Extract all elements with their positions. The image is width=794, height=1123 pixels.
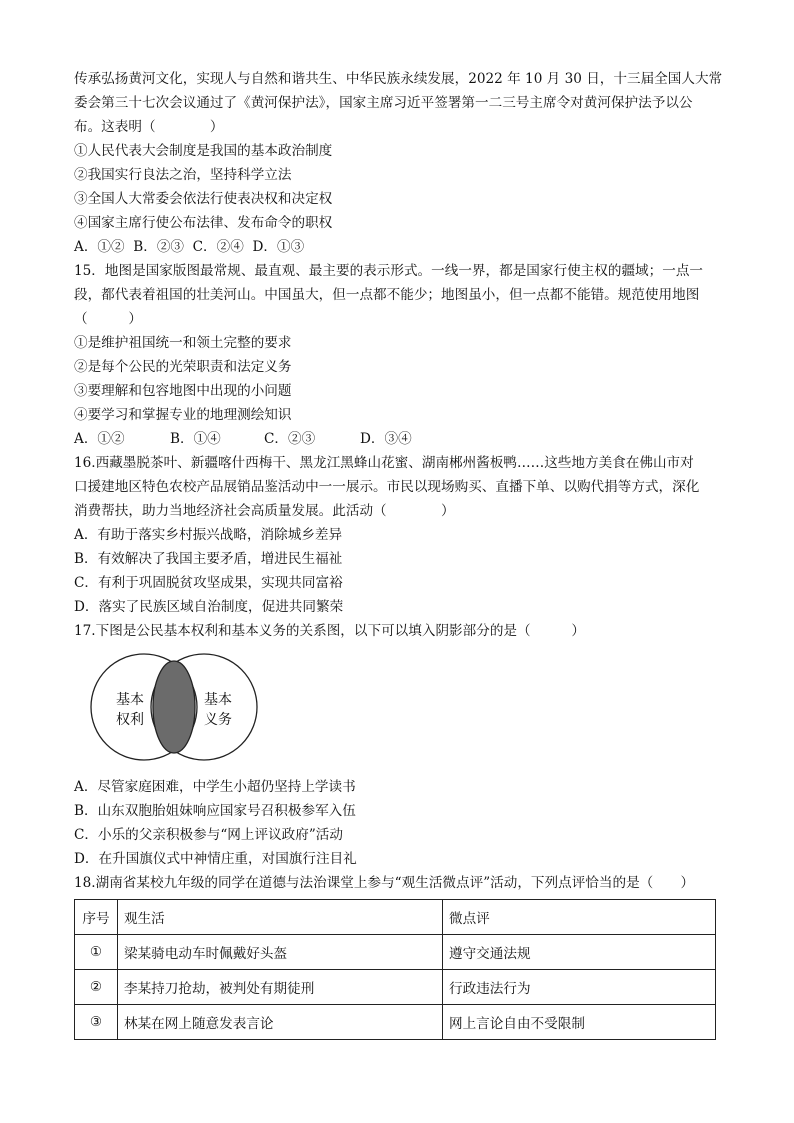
q17-option-c[interactable]: C．小乐的父亲积极参与“网上评议政府”活动 [74, 827, 343, 843]
table-row [75, 970, 716, 1005]
rights-label-line-1: 基本 [116, 692, 144, 708]
row-2-index: ② [75, 970, 118, 1005]
q15-statement-4: ④要学习和掌握专业的地理测绘知识 [74, 407, 292, 423]
q15-option-c[interactable]: C．②③ [264, 431, 316, 447]
question-14 [74, 67, 722, 259]
q16-option-a[interactable]: A．有助于落实乡村振兴战略，消除城乡差异 [74, 527, 343, 543]
question-16 [74, 451, 722, 619]
q15-option-a[interactable]: A．①② [74, 431, 125, 447]
exam-page [74, 67, 722, 1040]
question-17 [74, 619, 722, 871]
q16-option-c[interactable]: C．有利于巩固脱贫攻坚成果，实现共同富裕 [74, 575, 343, 591]
q14-statement-3: ③全国人大常委会依法行使表决权和决定权 [74, 191, 333, 207]
q15-stem-line-1: 15．地图是国家版图最常规、最直观、最主要的表示形式。一线一界，都是国家行使主权的疆域；一点一 [74, 263, 704, 279]
q14-stem-line-2: 委会第三十七次会议通过了《黄河保护法》，国家主席习近平签署第一二三号主席令对黄河保护法予以公 [74, 95, 693, 111]
q16-stem-line-2: 口援建地区特色农校产品展销品鉴活动中一一展示。市民以现场购买、直播下单、以购代捐等方式，深化 [74, 479, 700, 495]
row-3-observation: 林某在网上随意发表言论 [118, 1005, 443, 1040]
question-15 [74, 259, 722, 451]
q15-statement-1: ①是维护祖国统一和领土完整的要求 [74, 335, 292, 351]
duties-label-line-1: 基本 [204, 692, 232, 708]
q15-options [74, 427, 722, 451]
q15-stem-line-2: 段，都代表着祖国的壮美河山。中国虽大，但一点都不能少；地图虽小，但一点都不能错。规范使用地图 [74, 287, 700, 303]
q18-stem: 18.湖南省某校九年级的同学在道德与法治课堂上参与“观生活微点评”活动，下列点评恰当的是（ ） [74, 875, 695, 891]
row-2-comment: 行政违法行为 [443, 970, 716, 1005]
q16-option-d[interactable]: D．落实了民族区域自治制度，促进共同繁荣 [74, 599, 344, 615]
table-row [75, 1005, 716, 1040]
q15-stem-line-3: （ ） [74, 311, 142, 327]
intersection-shade [153, 661, 195, 753]
q14-statement-4: ④国家主席行使公布法律、发布命令的职权 [74, 215, 333, 231]
venn-diagram [74, 649, 722, 767]
q16-option-b[interactable]: B．有效解决了我国主要矛盾，增进民生福祉 [74, 551, 343, 567]
q16-stem-line-3: 消费帮扶，助力当地经济社会高质量发展。此活动（ ） [74, 503, 455, 519]
q18-table [74, 899, 716, 1040]
q14-statement-1: ①人民代表大会制度是我国的基本政治制度 [74, 143, 333, 159]
q15-statement-3: ③要理解和包容地图中出现的小问题 [74, 383, 292, 399]
row-3-comment: 网上言论自由不受限制 [443, 1005, 716, 1040]
duties-label-line-2: 义务 [204, 712, 232, 728]
q15-option-b[interactable]: B．①④ [170, 431, 221, 447]
header-comment: 微点评 [443, 900, 716, 935]
q17-option-b[interactable]: B．山东双胞胎姐妹响应国家号召积极参军入伍 [74, 803, 356, 819]
q14-stem-line-1: 传承弘扬黄河文化，实现人与自然和谐共生、中华民族永续发展，2022 年 10 月 30 日，十三届全国人大常 [74, 71, 723, 87]
header-observation: 观生活 [118, 900, 443, 935]
q15-statement-2: ②是每个公民的光荣职责和法定义务 [74, 359, 292, 375]
table-header-row [75, 900, 716, 935]
q16-stem-line-1: 16.西藏墨脱茶叶、新疆喀什西梅干、黑龙江黑蜂山花蜜、湖南郴州酱板鸭……这些地方美食在佛山市对 [74, 455, 694, 471]
header-index: 序号 [75, 900, 118, 935]
row-1-comment: 遵守交通法规 [443, 935, 716, 970]
q14-stem-line-3: 布。这表明（ ） [74, 119, 224, 135]
table-row [75, 935, 716, 970]
q14-options: A．①② B．②③ C．②④ D．①③ [74, 239, 305, 255]
row-1-observation: 梁某骑电动车时佩戴好头盔 [118, 935, 443, 970]
q17-option-d[interactable]: D．在升国旗仪式中神情庄重，对国旗行注目礼 [74, 851, 357, 867]
q17-option-a[interactable]: A．尽管家庭困难，中学生小超仍坚持上学读书 [74, 779, 356, 795]
q14-statement-2: ②我国实行良法之治，坚持科学立法 [74, 167, 292, 183]
question-18 [74, 871, 722, 1040]
q17-stem: 17.下图是公民基本权利和基本义务的关系图，以下可以填入阴影部分的是（ ） [74, 623, 585, 639]
row-3-index: ③ [75, 1005, 118, 1040]
q15-option-d[interactable]: D．③④ [360, 431, 412, 447]
row-1-index: ① [75, 935, 118, 970]
rights-label-line-2: 权利 [116, 712, 144, 728]
row-2-observation: 李某持刀抢劫，被判处有期徒刑 [118, 970, 443, 1005]
